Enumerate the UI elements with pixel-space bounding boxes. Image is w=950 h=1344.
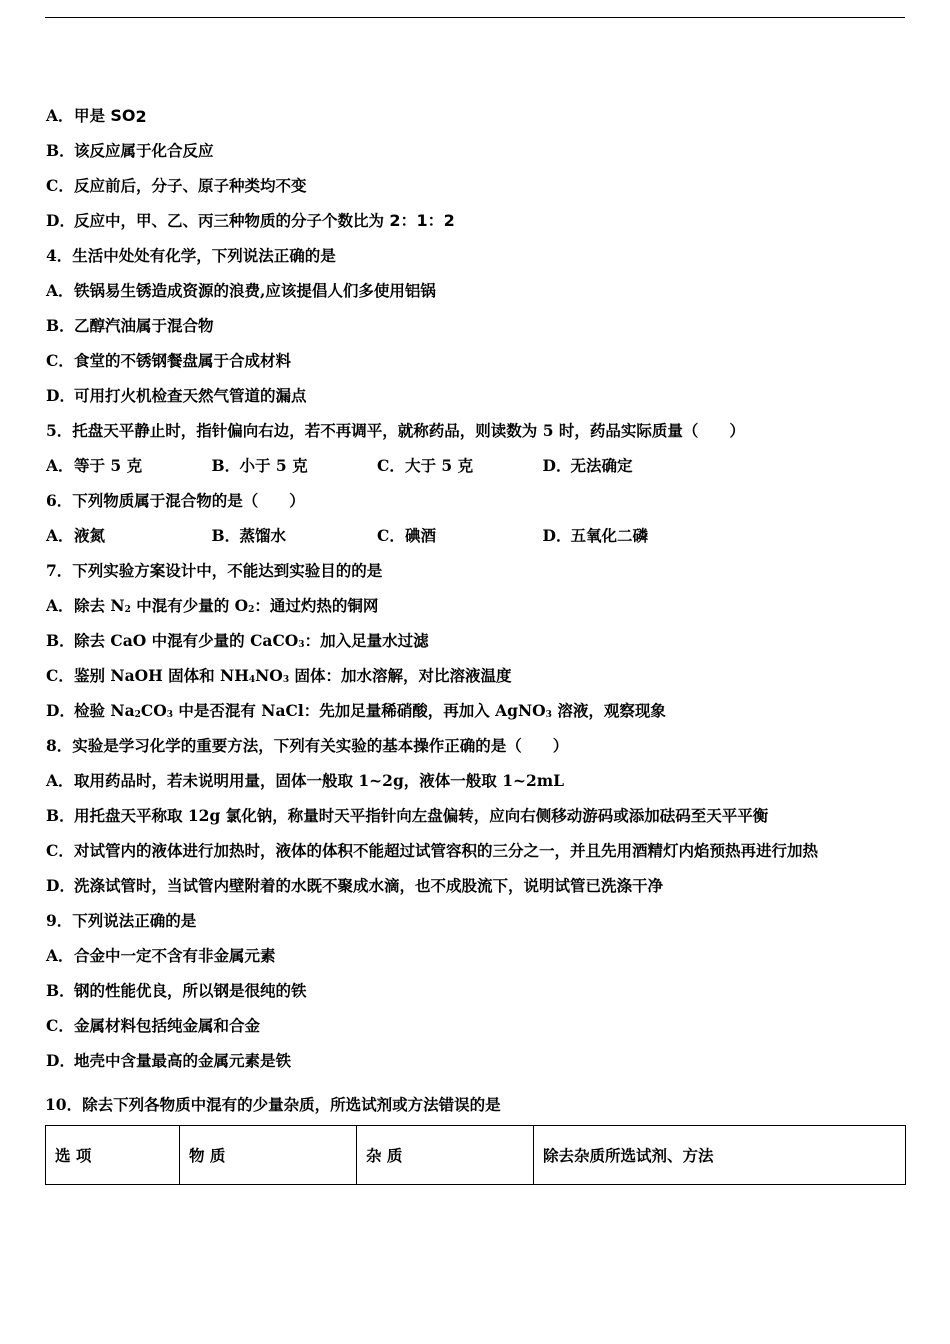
q6-stem — [46, 483, 916, 518]
impurity-table — [45, 1125, 906, 1185]
q5-options — [46, 448, 916, 483]
q8-options — [46, 763, 916, 903]
q9-options — [46, 938, 916, 1078]
option-label: D． — [46, 386, 75, 405]
subscript: 2 — [134, 710, 141, 720]
option-label: A． — [46, 771, 74, 790]
q7-option-d[interactable] — [46, 693, 916, 728]
option-text: 除去 CaO 中混有少量的 CaCO — [74, 631, 299, 650]
table-header-cell: 物 质 — [180, 1126, 357, 1185]
option-label: C． — [46, 841, 74, 860]
q5-option-b[interactable]: B．小于 5 克 — [211, 456, 308, 475]
option-text: 金属材料包括纯金属和合金 — [74, 1016, 261, 1035]
q8-option-b[interactable] — [46, 798, 916, 833]
question-number: 9． — [46, 911, 73, 930]
question-text: 托盘天平静止时，指针偏向右边，若不再调平，就称药品，则读数为 5 时，药品实际质量（ ） — [72, 421, 745, 440]
option-text: 固体：加水溶解，对比溶液温度 — [289, 666, 512, 685]
option-text: 除去 N — [74, 596, 125, 615]
q7-options — [46, 588, 916, 728]
option-text: 钢的性能优良，所以钢是很纯的铁 — [74, 981, 307, 1000]
subscript: 3 — [166, 710, 173, 720]
q5-option-d[interactable]: D．无法确定 — [542, 456, 633, 475]
question-number: 8． — [46, 736, 73, 755]
option-text: 用托盘天平称取 12g 氯化钠，称量时天平指针向左盘偏转，应向右侧移动游码或添加砝码至天平平衡 — [74, 806, 769, 825]
q6-option-a[interactable]: A．液氮 — [46, 526, 106, 545]
option-text: NO — [255, 666, 283, 685]
option-label: A． — [46, 281, 74, 300]
option-text: 取用药品时，若未说明用量，固体一般取 1~2g，液体一般取 1~2mL — [74, 771, 565, 790]
q4-options — [46, 273, 916, 413]
option-text: ：通过灼热的铜网 — [254, 596, 379, 615]
option-text: 2：1：2 — [389, 211, 455, 230]
subscript: 2 — [248, 605, 255, 615]
q8-option-d[interactable] — [46, 868, 916, 903]
q3-option-c[interactable] — [46, 168, 916, 203]
option-text: 洗涤试管时，当试管内壁附着的水既不聚成水滴，也不成股流下，说明试管已洗涤干净 — [74, 876, 664, 895]
subscript: 3 — [282, 675, 290, 685]
option-text: 反应中，甲、乙、丙三种物质的分子个数比为 — [74, 211, 390, 230]
q4-option-a[interactable] — [46, 273, 916, 308]
option-text: 食堂的不锈钢餐盘属于合成材料 — [74, 351, 292, 370]
question-text: 除去下列各物质中混有的少量杂质，所选试剂或方法错误的是 — [82, 1095, 501, 1114]
subscript: 2 — [124, 605, 131, 615]
subscript: 3 — [298, 640, 305, 650]
option-text: SO — [110, 106, 136, 125]
option-label: C． — [46, 1016, 74, 1035]
subscript: 4 — [248, 675, 256, 685]
q4-option-c[interactable] — [46, 343, 916, 378]
q6-options — [46, 518, 916, 553]
option-label: C． — [46, 351, 74, 370]
option-text: 可用打火机检查天然气管道的漏点 — [74, 386, 307, 405]
question-list — [46, 98, 916, 1078]
q4-option-d[interactable] — [46, 378, 916, 413]
option-text: 反应前后，分子、原子种类均不变 — [74, 176, 307, 195]
q5-option-a[interactable]: A．等于 5 克 — [46, 456, 143, 475]
q9-option-a[interactable] — [46, 938, 916, 973]
option-text: 鉴别 NaOH 固体和 NH — [74, 666, 249, 685]
option-label: B． — [46, 141, 75, 160]
q9-option-d[interactable] — [46, 1043, 916, 1078]
subscript: 2 — [135, 107, 147, 126]
option-text: 乙醇汽油属于混合物 — [74, 316, 214, 335]
option-label: D． — [46, 701, 75, 720]
question-number: 10． — [45, 1095, 83, 1114]
table-header-cell: 杂 质 — [357, 1126, 534, 1185]
option-text: ：加入足量水过滤 — [304, 631, 429, 650]
question-number: 4． — [46, 246, 73, 265]
question-text: 下列说法正确的是 — [72, 911, 197, 930]
option-text: 对试管内的液体进行加热时，液体的体积不能超过试管容积的三分之一，并且先用酒精灯内焰预热再进行加热 — [74, 841, 819, 860]
option-label: D． — [46, 1051, 75, 1070]
q3-option-a[interactable] — [46, 98, 916, 133]
question-text: 下列实验方案设计中，不能达到实验目的的是 — [72, 561, 383, 580]
option-text: 检验 Na — [74, 701, 135, 720]
option-text: 该反应属于化合反应 — [74, 141, 214, 160]
table-header-row — [46, 1126, 906, 1185]
q3-option-d[interactable] — [46, 203, 916, 238]
q9-option-c[interactable] — [46, 1008, 916, 1043]
subscript: 3 — [545, 710, 552, 720]
q6-option-d[interactable]: D．五氧化二磷 — [542, 526, 649, 545]
q9-stem — [46, 903, 916, 938]
option-text: 铁锅易生锈造成资源的浪费,应该提倡人们多使用铝锅 — [74, 281, 436, 300]
option-text: 溶液，观察现象 — [551, 701, 666, 720]
option-text: 合金中一定不含有非金属元素 — [74, 946, 276, 965]
option-label: B． — [46, 316, 75, 335]
option-label: A． — [46, 946, 74, 965]
q6-option-b[interactable]: B．蒸馏水 — [211, 526, 287, 545]
option-label: B． — [46, 981, 75, 1000]
question-number: 5． — [46, 421, 73, 440]
q9-option-b[interactable] — [46, 973, 916, 1008]
table-header-cell: 除去杂质所选试剂、方法 — [534, 1126, 906, 1185]
option-text: 地壳中含量最高的金属元素是铁 — [74, 1051, 292, 1070]
option-text: 中混有少量的 O — [130, 596, 249, 615]
option-text: CO — [140, 701, 167, 720]
q7-option-c[interactable] — [46, 658, 916, 693]
q3-options — [46, 98, 916, 238]
table-header-cell: 选 项 — [46, 1126, 180, 1185]
q8-option-c[interactable] — [46, 833, 916, 868]
q8-stem — [46, 728, 916, 763]
option-text: 甲是 — [74, 106, 111, 125]
q4-option-b[interactable] — [46, 308, 916, 343]
option-label: D． — [46, 876, 75, 895]
option-label: B． — [46, 631, 75, 650]
option-label: A． — [46, 106, 74, 125]
q5-option-c[interactable]: C．大于 5 克 — [377, 456, 474, 475]
option-label: D． — [46, 211, 75, 230]
option-label: C． — [46, 666, 74, 685]
q8-option-a[interactable] — [46, 763, 916, 798]
q7-stem — [46, 553, 916, 588]
q7-option-b[interactable] — [46, 623, 916, 658]
question-text: 实验是学习化学的重要方法，下列有关实验的基本操作正确的是（ ） — [72, 736, 569, 755]
q3-option-b[interactable] — [46, 133, 916, 168]
q4-stem — [46, 238, 916, 273]
top-rule — [45, 17, 905, 18]
option-label: A． — [46, 596, 74, 615]
option-label: C． — [46, 176, 74, 195]
q10-stem — [45, 1087, 501, 1122]
question-number: 6． — [46, 491, 73, 510]
question-text: 生活中处处有化学，下列说法正确的是 — [72, 246, 336, 265]
q7-option-a[interactable] — [46, 588, 916, 623]
q6-option-c[interactable]: C．碘酒 — [377, 526, 437, 545]
q5-stem — [46, 413, 916, 448]
question-text: 下列物质属于混合物的是（ ） — [72, 491, 305, 510]
option-text: 中是否混有 NaCl：先加足量稀硝酸，再加入 AgNO — [172, 701, 546, 720]
question-number: 7． — [46, 561, 73, 580]
option-label: B． — [46, 806, 75, 825]
